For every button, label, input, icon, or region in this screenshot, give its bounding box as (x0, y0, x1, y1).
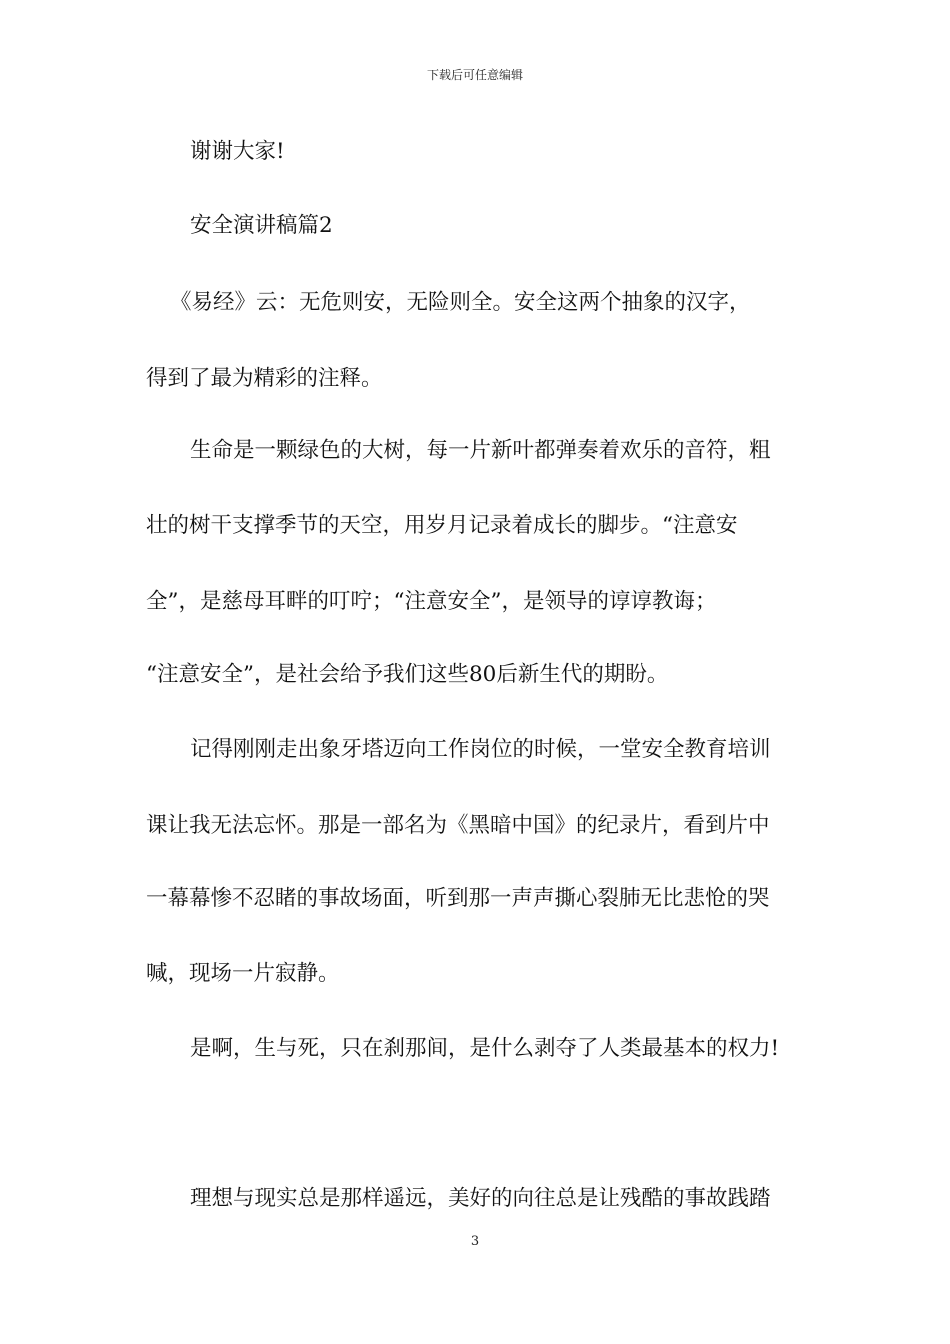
text-line: “注意安全”，是社会给予我们这些80后新生代的期盼。 (146, 662, 669, 687)
text-line-closing: 谢谢大家! (190, 139, 285, 164)
page-header: 下载后可任意编辑 (426, 68, 523, 82)
text-line: 喊，现场一片寂静。 (146, 961, 340, 986)
text-line: 生命是一颗绿色的大树，每一片新叶都弹奏着欢乐的音符，粗 (190, 438, 771, 463)
text-line: 《易经》云：无危则安，无险则全。安全这两个抽象的汉字， (170, 290, 751, 315)
text-line: 课让我无法忘怀。那是一部名为《黑暗中国》的纪录片，看到片中 (146, 813, 770, 838)
section-heading: 安全演讲稿篇2 (190, 213, 333, 238)
text-line: 一幕幕惨不忍睹的事故场面，听到那一声声撕心裂肺无比悲怆的哭 (146, 886, 770, 911)
text-line: 理想与现实总是那样遥远，美好的向往总是让残酷的事故践踏 (190, 1186, 771, 1211)
page-number: 3 (470, 1234, 480, 1249)
text-line: 全”，是慈母耳畔的叮咛；“注意安全”，是领导的谆谆教诲； (146, 589, 717, 614)
text-line: 得到了最为精彩的注释。 (146, 366, 383, 391)
text-line: 记得刚刚走出象牙塔迈向工作岗位的时候，一堂安全教育培训 (190, 737, 771, 762)
text-line: 壮的树干支撑季节的天空，用岁月记录着成长的脚步。“注意安 (146, 513, 738, 538)
text-line: 是啊，生与死，只在刹那间，是什么剥夺了人类最基本的权力! (190, 1036, 780, 1061)
